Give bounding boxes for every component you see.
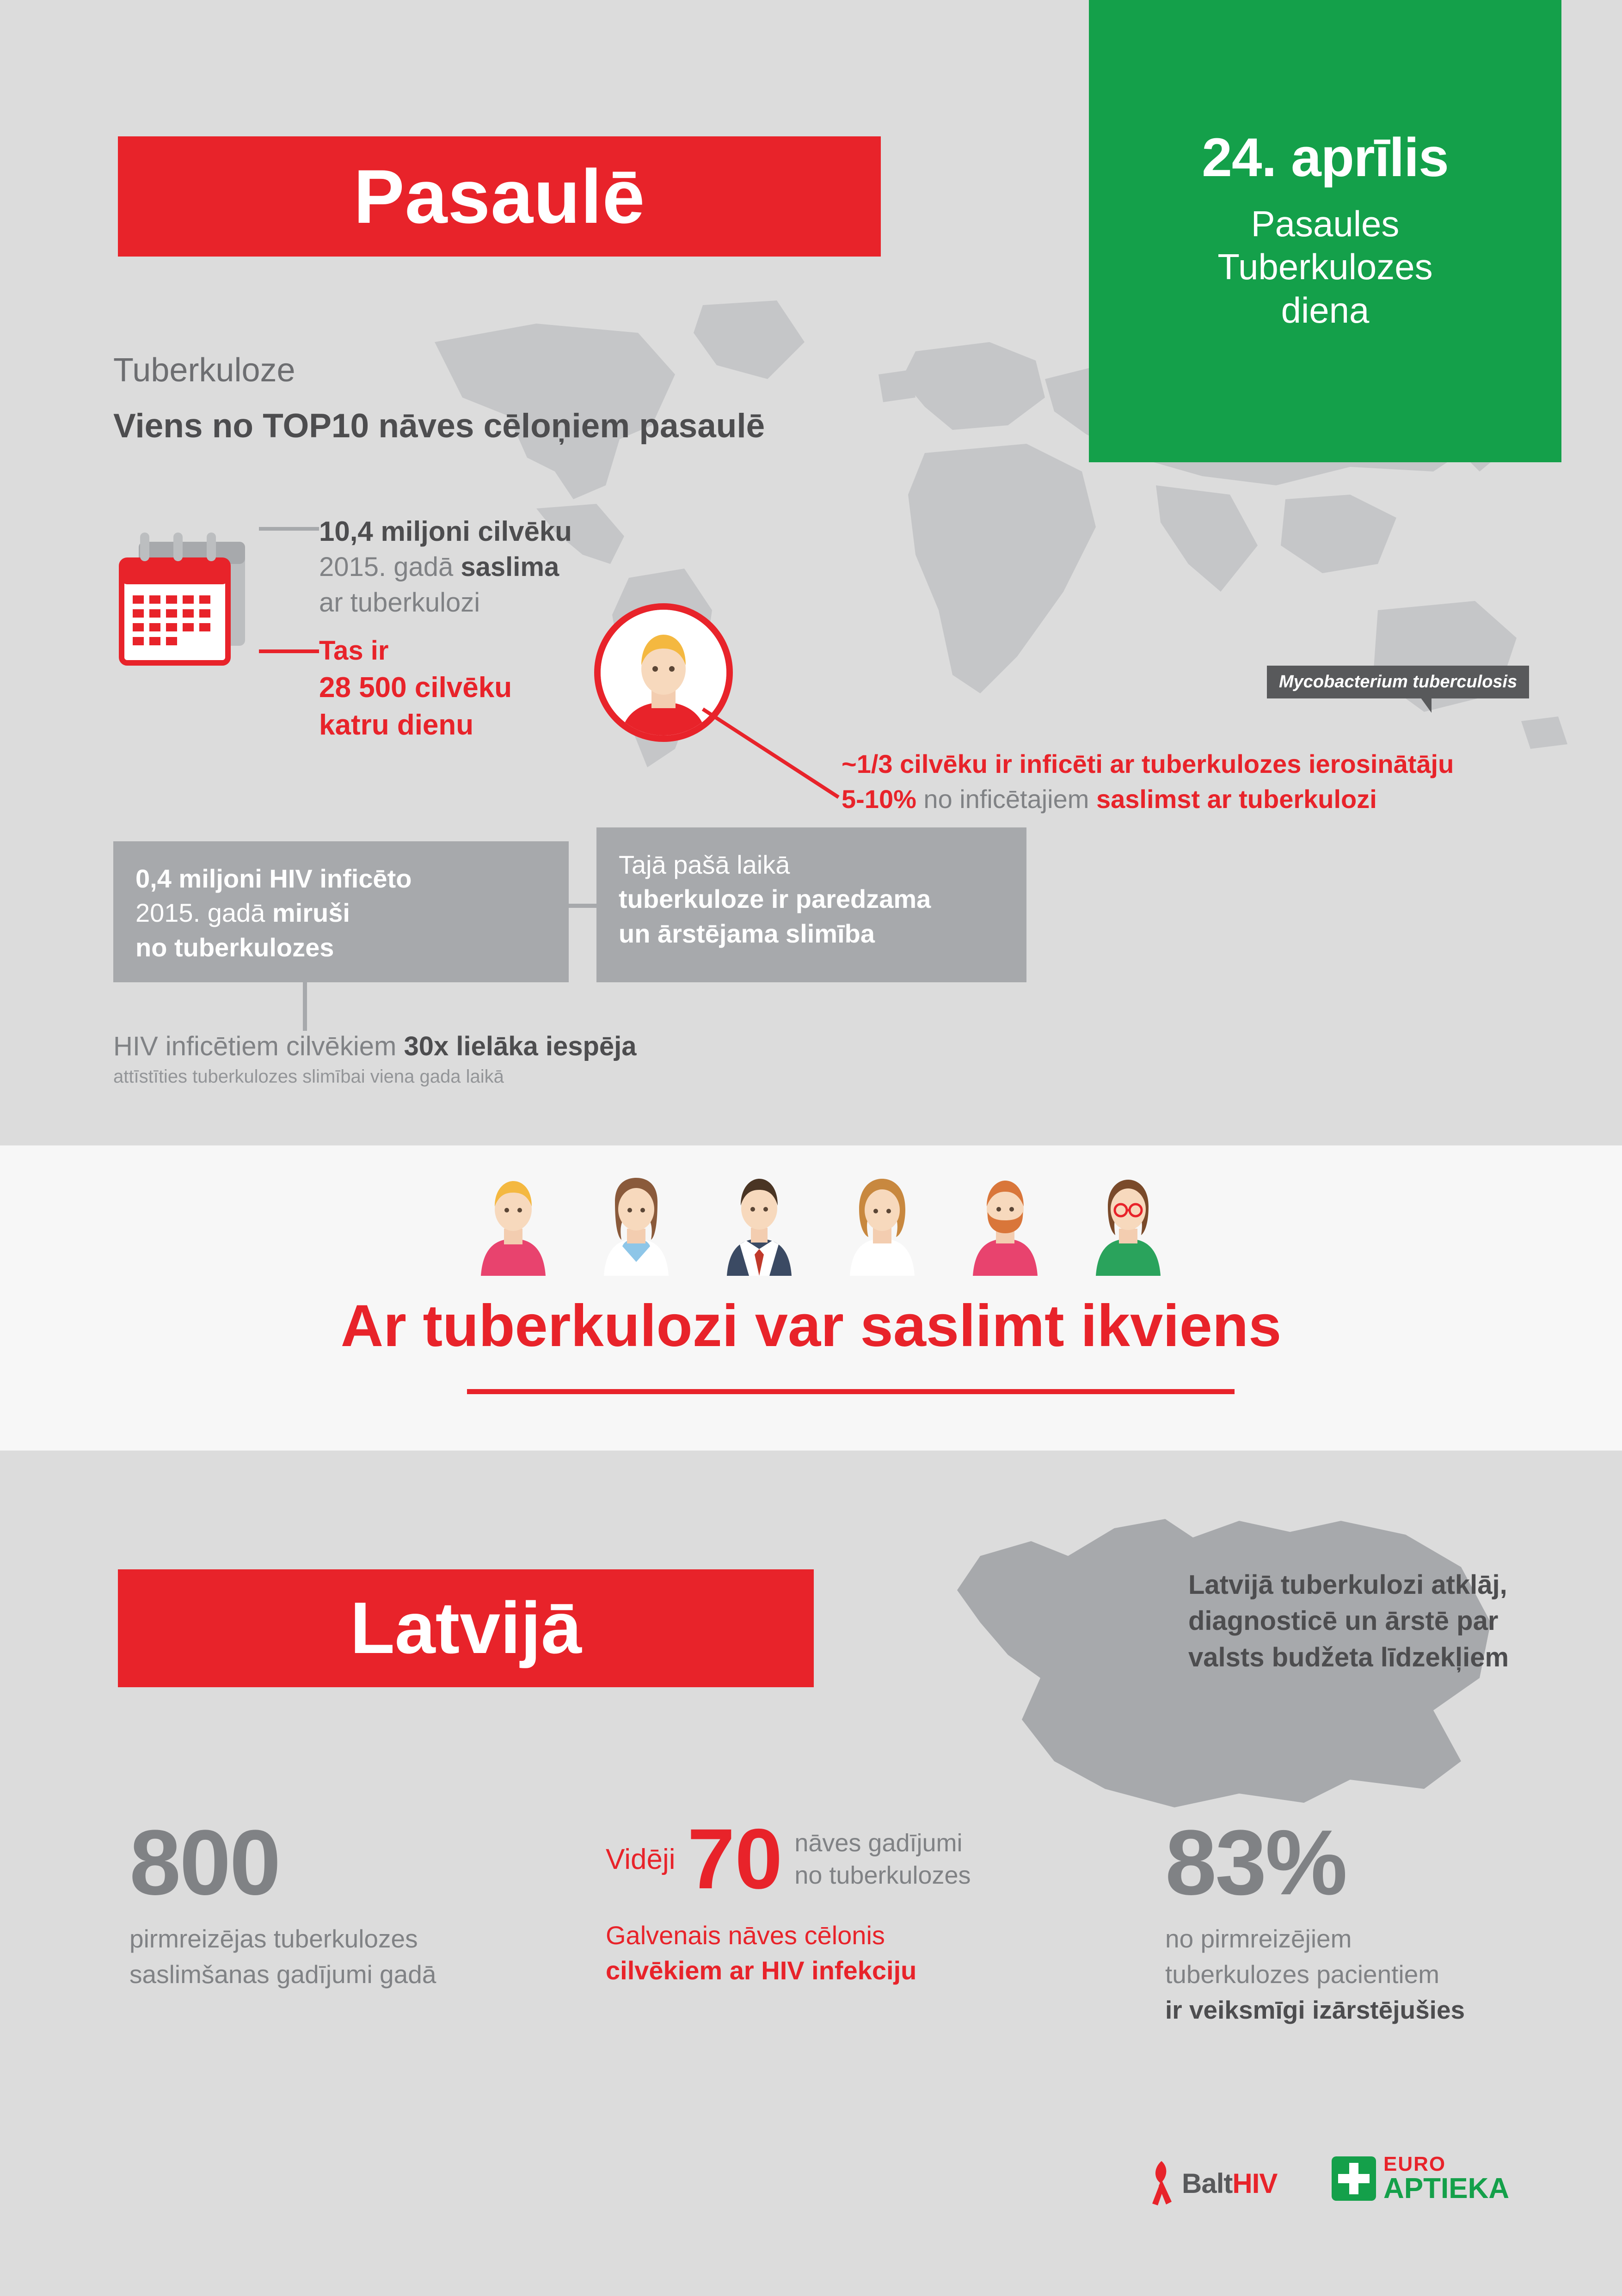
gray-box-down-connector bbox=[303, 982, 307, 1031]
euroaptieka-text bbox=[1383, 2154, 1509, 2203]
hiv-deaths-box bbox=[113, 841, 569, 982]
latvia-stat-2-right-line-2: no tuberkulozes bbox=[794, 1861, 971, 1889]
calendar-red-line-2: 28 500 cilvēku bbox=[319, 671, 512, 704]
treatable-line-1: Tajā pašā laikā bbox=[619, 850, 790, 879]
latvia-stat-2-sub bbox=[606, 1918, 1114, 1988]
everyone-underline bbox=[467, 1389, 1235, 1394]
treatable-line-3: un ārstējama slimība bbox=[619, 918, 875, 948]
latvia-stat-1-desc bbox=[129, 1921, 546, 1992]
calendar-stat-line-2: 2015. gadā saslima bbox=[319, 552, 559, 582]
world-intro-line-2: Viens no TOP10 nāves cēloņiem pasaulē bbox=[113, 407, 765, 445]
green-subtitle-line-3: diena bbox=[1281, 290, 1370, 331]
calendar-connector-red bbox=[259, 649, 319, 653]
green-subtitle bbox=[1089, 202, 1561, 332]
latvia-stat-2-right-line-1: nāves gadījumi bbox=[794, 1829, 963, 1857]
person-icon-businessman bbox=[713, 1169, 805, 1276]
calendar-connector-gray bbox=[259, 527, 319, 531]
balthiv-logo-text: BaltHIV bbox=[1182, 2167, 1278, 2199]
latvia-stat-2-right bbox=[794, 1827, 971, 1891]
hiv-deaths-line-1: 0,4 miljoni HIV inficēto bbox=[135, 864, 412, 893]
green-subtitle-line-2: Tuberkulozes bbox=[1217, 246, 1433, 288]
latvia-stat-2-number: 70 bbox=[687, 1812, 783, 1907]
treatable-box bbox=[596, 827, 1026, 982]
bacteria-label: Mycobacterium tuberculosis bbox=[1267, 666, 1529, 698]
latvia-stat-3-number: 83% bbox=[1165, 1811, 1346, 1914]
calendar-red-line-1: Tas ir bbox=[319, 636, 389, 666]
person-icon-blonde-boy bbox=[467, 1169, 559, 1276]
euroaptieka-line-1: EURO bbox=[1383, 2153, 1446, 2175]
latvia-stat-2-sub-line-1: Galvenais nāves cēlonis bbox=[606, 1921, 885, 1950]
latvia-banner bbox=[118, 1569, 814, 1687]
person-icon-bearded-man bbox=[959, 1169, 1051, 1276]
infection-line-1: ~1/3 cilvēku ir inficēti ar tuberkulozes ierosinātāju bbox=[842, 749, 1454, 778]
green-date-text: 24. aprīlis bbox=[1202, 127, 1449, 188]
person-icon-glasses-woman bbox=[1082, 1169, 1174, 1276]
avatar-person-3 bbox=[713, 1169, 805, 1276]
latvia-funding-note: Latvijā tuberkulozi atklāj, diagnosticē un ārstē par valsts budžeta līdzekļiem bbox=[1188, 1570, 1509, 1672]
latvia-stat-2-sub-line-2: cilvēkiem ar HIV infekciju bbox=[606, 1955, 917, 1985]
avatar-ring bbox=[594, 603, 733, 742]
treatable-line-2: tuberkuloze ir paredzama bbox=[619, 884, 931, 914]
infection-text-block bbox=[842, 747, 1563, 816]
calendar-red-line-3: katru dienu bbox=[319, 709, 474, 741]
avatar-person-6 bbox=[1082, 1169, 1174, 1276]
latvia-banner-text: Latvijā bbox=[350, 1587, 582, 1669]
avatar-person-icon bbox=[601, 610, 726, 735]
latvia-stat-2-prefix: Vidēji bbox=[606, 1843, 676, 1875]
aids-ribbon-icon bbox=[1147, 2161, 1176, 2205]
latvia-stat-3-desc-line-3: ir veiksmīgi izārstējušies bbox=[1165, 1996, 1465, 2024]
euroaptieka-line-2: APTIEKA bbox=[1383, 2173, 1510, 2204]
avatar-row bbox=[467, 1169, 1174, 1276]
avatar-person-4 bbox=[836, 1169, 928, 1276]
calendar-stat-line-1: 10,4 miljoni cilvēku bbox=[319, 516, 572, 547]
hiv-risk-line-1: HIV inficētiem cilvēkiem 30x lielāka iespēja bbox=[113, 1031, 637, 1061]
latvia-stat-column-2 bbox=[606, 1812, 1114, 1988]
world-banner bbox=[118, 136, 881, 257]
hiv-risk-note bbox=[113, 1031, 899, 1087]
world-intro-line-1: Tuberkuloze bbox=[113, 352, 295, 389]
gray-box-connector bbox=[546, 904, 599, 908]
infected-person-avatar bbox=[594, 603, 733, 742]
world-banner-text: Pasaulē bbox=[353, 153, 645, 239]
green-subtitle-line-1: Pasaules bbox=[1251, 203, 1400, 244]
calendar-stat-line-3: ar tuberkulozi bbox=[319, 587, 480, 618]
latvia-stat-1-desc-line-2: saslimšanas gadījumi gadā bbox=[129, 1960, 436, 1989]
world-section bbox=[0, 0, 1622, 1145]
latvia-stat-2-row bbox=[606, 1812, 1114, 1907]
latvia-stat-1-number: 800 bbox=[129, 1811, 280, 1914]
balthiv-logo[interactable] bbox=[1147, 2161, 1277, 2205]
hiv-risk-line-2: attīstīties tuberkulozes slimībai viena gada laikā bbox=[113, 1066, 504, 1087]
person-icon-brunette-woman bbox=[590, 1169, 682, 1276]
avatar-person-1 bbox=[467, 1169, 559, 1276]
green-date-badge bbox=[1089, 0, 1561, 462]
latvia-stat-column-1 bbox=[129, 1811, 546, 1992]
latvia-stat-3-desc-line-1: no pirmreizējiem bbox=[1165, 1924, 1352, 1953]
latvia-stat-3-desc-line-2: tuberkulozes pacientiem bbox=[1165, 1960, 1440, 1989]
euroaptieka-logo[interactable] bbox=[1332, 2154, 1509, 2203]
latvia-stat-1-desc-line-1: pirmreizējas tuberkulozes bbox=[129, 1924, 418, 1953]
everyone-title: Ar tuberkulozi var saslimt ikviens bbox=[340, 1293, 1282, 1359]
latvia-stat-3-desc bbox=[1165, 1921, 1581, 2028]
hiv-deaths-line-2: 2015. gadā miruši bbox=[135, 898, 350, 928]
infection-line-2: 5-10% no inficētajiem saslimst ar tuberkulozi bbox=[842, 784, 1377, 814]
person-icon-curly-woman bbox=[836, 1169, 928, 1276]
hiv-deaths-line-3: no tuberkulozes bbox=[135, 932, 334, 962]
calendar-icon bbox=[113, 527, 266, 680]
latvia-stat-column-3 bbox=[1165, 1811, 1581, 2028]
pharmacy-cross-icon bbox=[1332, 2156, 1376, 2201]
avatar-person-2 bbox=[590, 1169, 682, 1276]
bacteria-label-tail bbox=[1419, 696, 1432, 713]
avatar-person-5 bbox=[959, 1169, 1051, 1276]
logo-row bbox=[1147, 2154, 1554, 2237]
